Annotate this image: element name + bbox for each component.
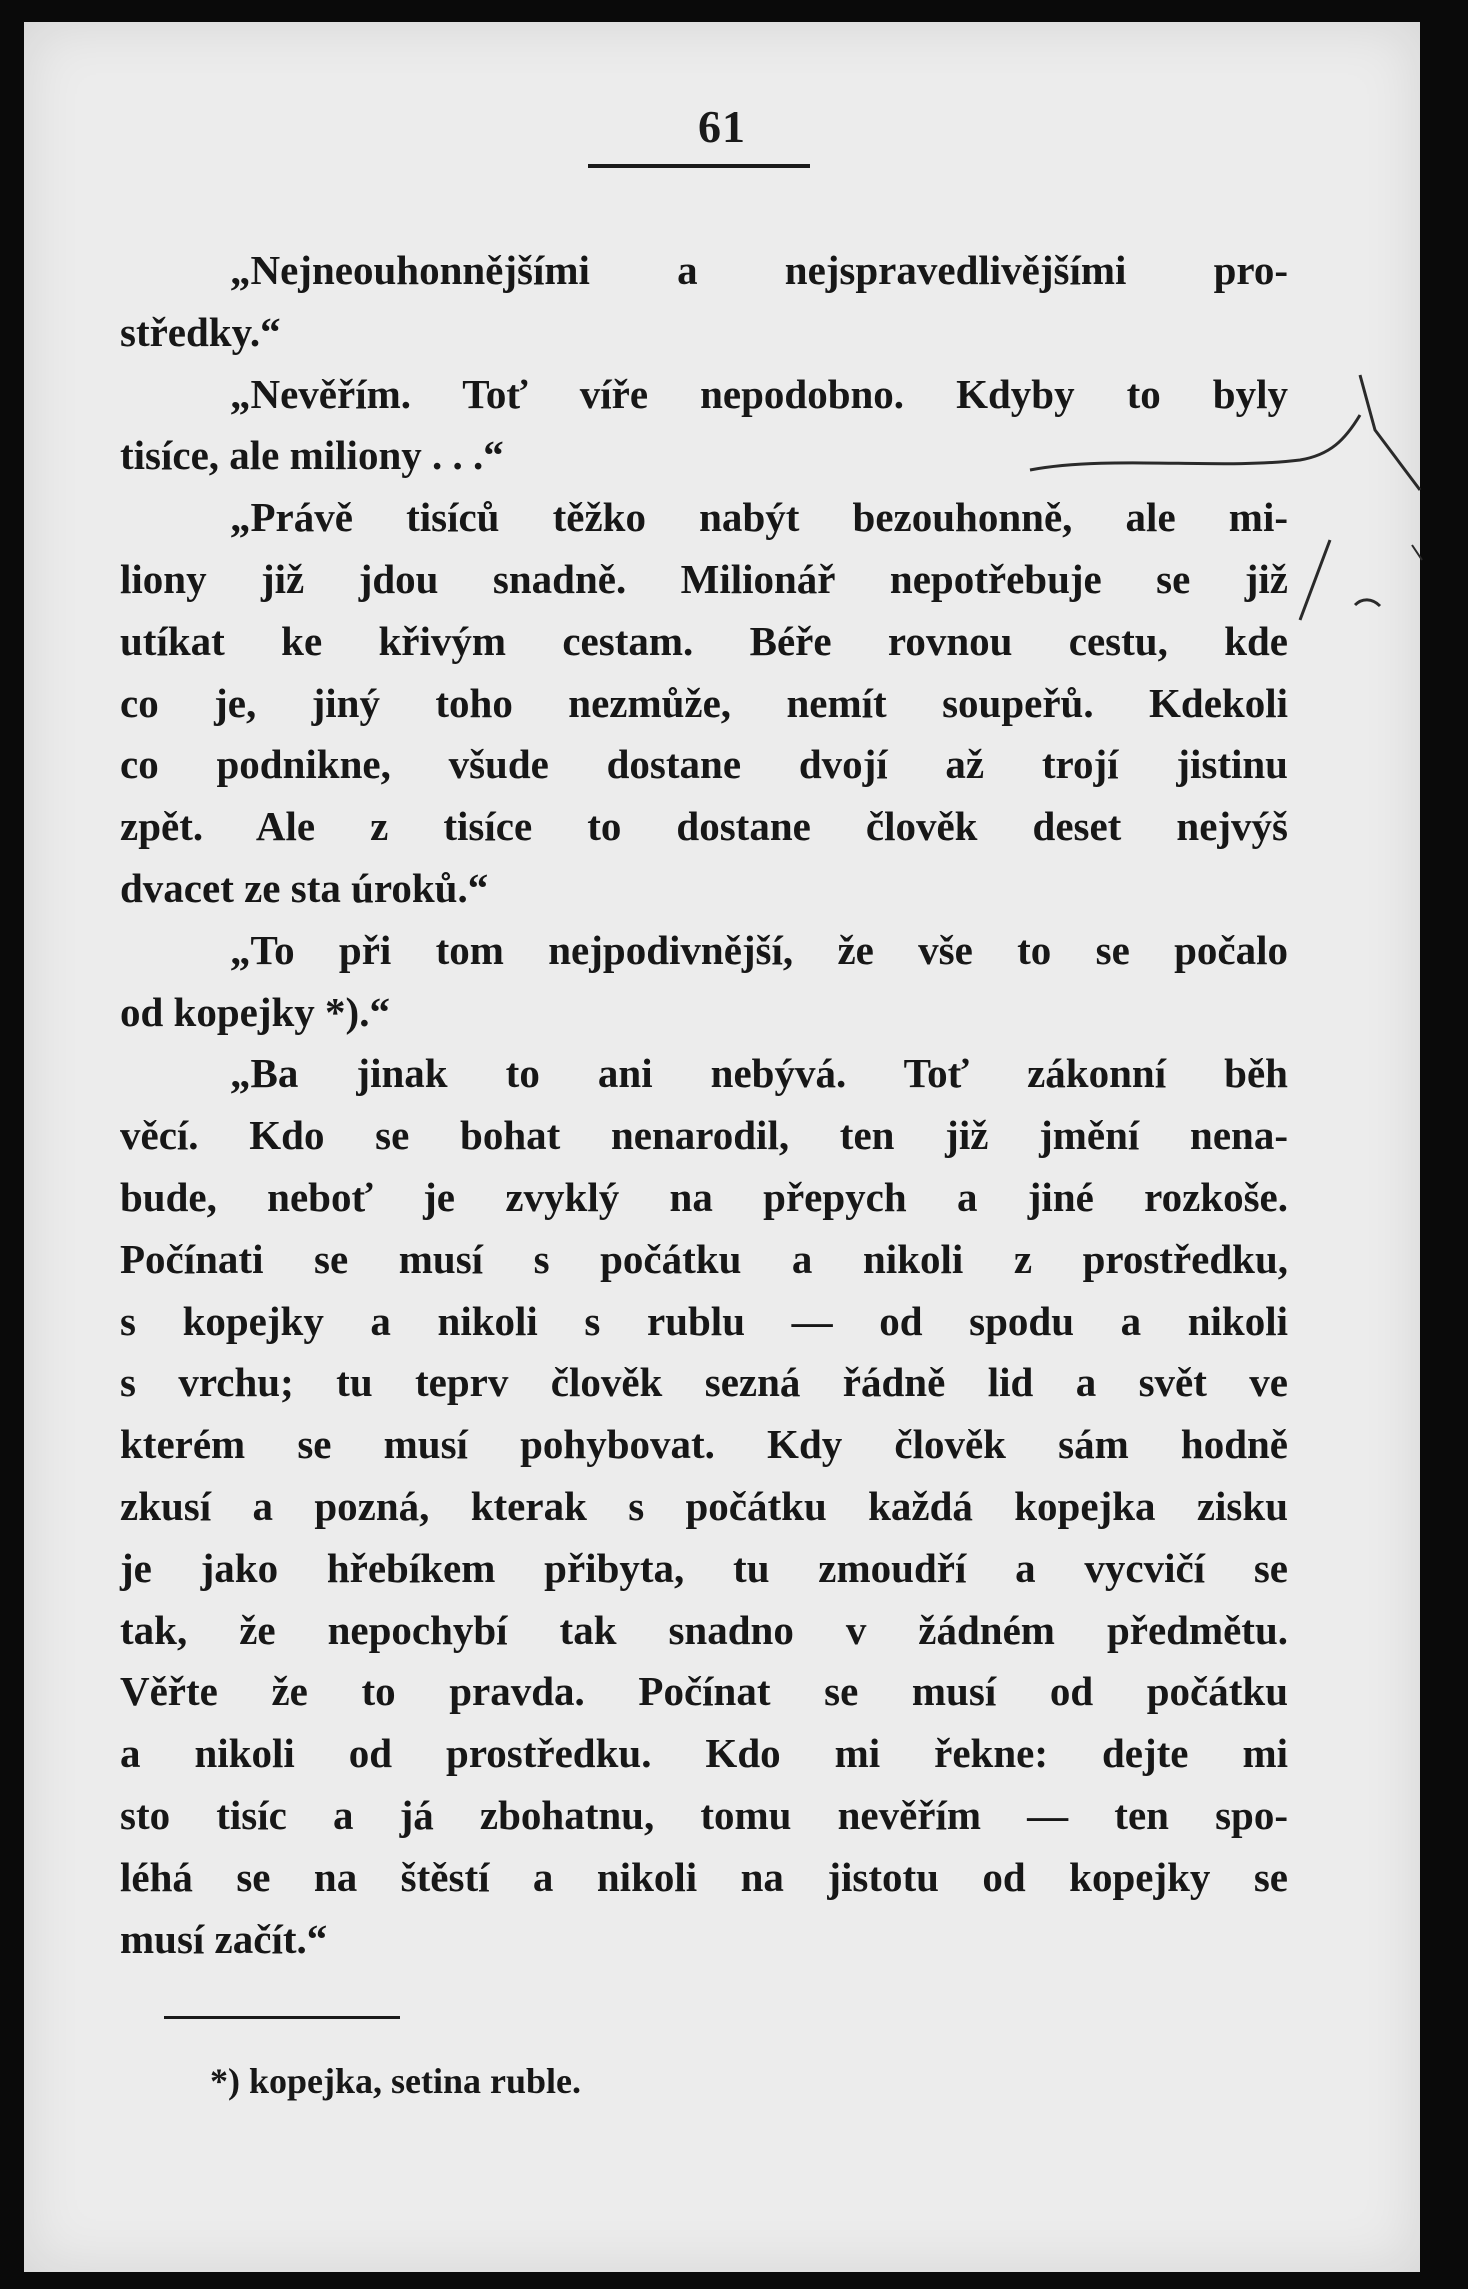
text-line: věcí. Kdo se bohat nenarodil, ten již jmění nena- (120, 1112, 1288, 1159)
text-line: co podnikne, všude dostane dvojí až trojí jistinu (120, 741, 1288, 788)
text-line: sto tisíc a já zbohatnu, tomu nevěřím — ten spo- (120, 1791, 1288, 1838)
text-line: „Právě tisíců těžko nabýt bezouhonně, ale mi- (230, 494, 1288, 541)
text-line: zpět. Ale z tisíce to dostane člověk deset nejvýš (120, 803, 1288, 850)
text-line: bude, neboť je zvyklý na přepych a jiné rozkoše. (120, 1173, 1288, 1220)
text-line: a nikoli od prostředku. Kdo mi řekne: dejte mi (120, 1730, 1288, 1777)
text-line: „Ba jinak to ani nebývá. Toť zákonní běh (230, 1050, 1288, 1097)
book-page (24, 22, 1420, 2272)
text-line: zkusí a pozná, kterak s počátku každá kopejka zisku (120, 1482, 1288, 1529)
text-line: tak, že nepochybí tak snadno v žádném předmětu. (120, 1606, 1288, 1653)
text-line: „Nejneouhonnějšími a nejspravedlivějšími pro- (230, 247, 1288, 293)
text-line: „To při tom nejpodivnější, že vše to se počalo (230, 926, 1288, 973)
page-number-rule (588, 164, 810, 168)
text-line: Věřte že to pravda. Počínat se musí od počátku (120, 1668, 1288, 1715)
text-line: liony již jdou snadně. Milionář nepotřebuje se již (120, 555, 1288, 602)
footnote-rule (164, 2016, 400, 2019)
text-line: dvacet ze sta úroků.“ (120, 864, 489, 911)
text-line: s vrchu; tu teprv člověk sezná řádně lid a svět ve (120, 1359, 1288, 1406)
text-line: s kopejky a nikoli s rublu — od spodu a nikoli (120, 1297, 1288, 1344)
text-line: středky.“ (120, 308, 281, 355)
text-line: od kopejky *).“ (120, 988, 390, 1035)
text-line: co je, jiný toho nezmůže, nemít soupeřů. Kdekoli (120, 679, 1288, 726)
text-line: musí začít.“ (120, 1915, 328, 1962)
text-line: Počínati se musí s počátku a nikoli z prostředku, (120, 1235, 1288, 1282)
text-line: tisíce, ale miliony . . .“ (120, 432, 504, 479)
page-number: 61 (698, 101, 746, 152)
text-line: je jako hřebíkem přibyta, tu zmoudří a vycvičí se (120, 1544, 1288, 1591)
text-line: léhá se na štěstí a nikoli na jistotu od kopejky se (120, 1853, 1288, 1900)
body-text (120, 240, 1288, 1970)
text-line: „Nevěřím. Toť víře nepodobno. Kdyby to byly (230, 370, 1288, 417)
text-line: kterém se musí pohybovat. Kdy člověk sám hodně (120, 1421, 1288, 1468)
footnote: *) kopejka, setina ruble. (210, 2061, 582, 2101)
text-line: utíkat ke křivým cestam. Béře rovnou cestu, kde (120, 617, 1288, 664)
